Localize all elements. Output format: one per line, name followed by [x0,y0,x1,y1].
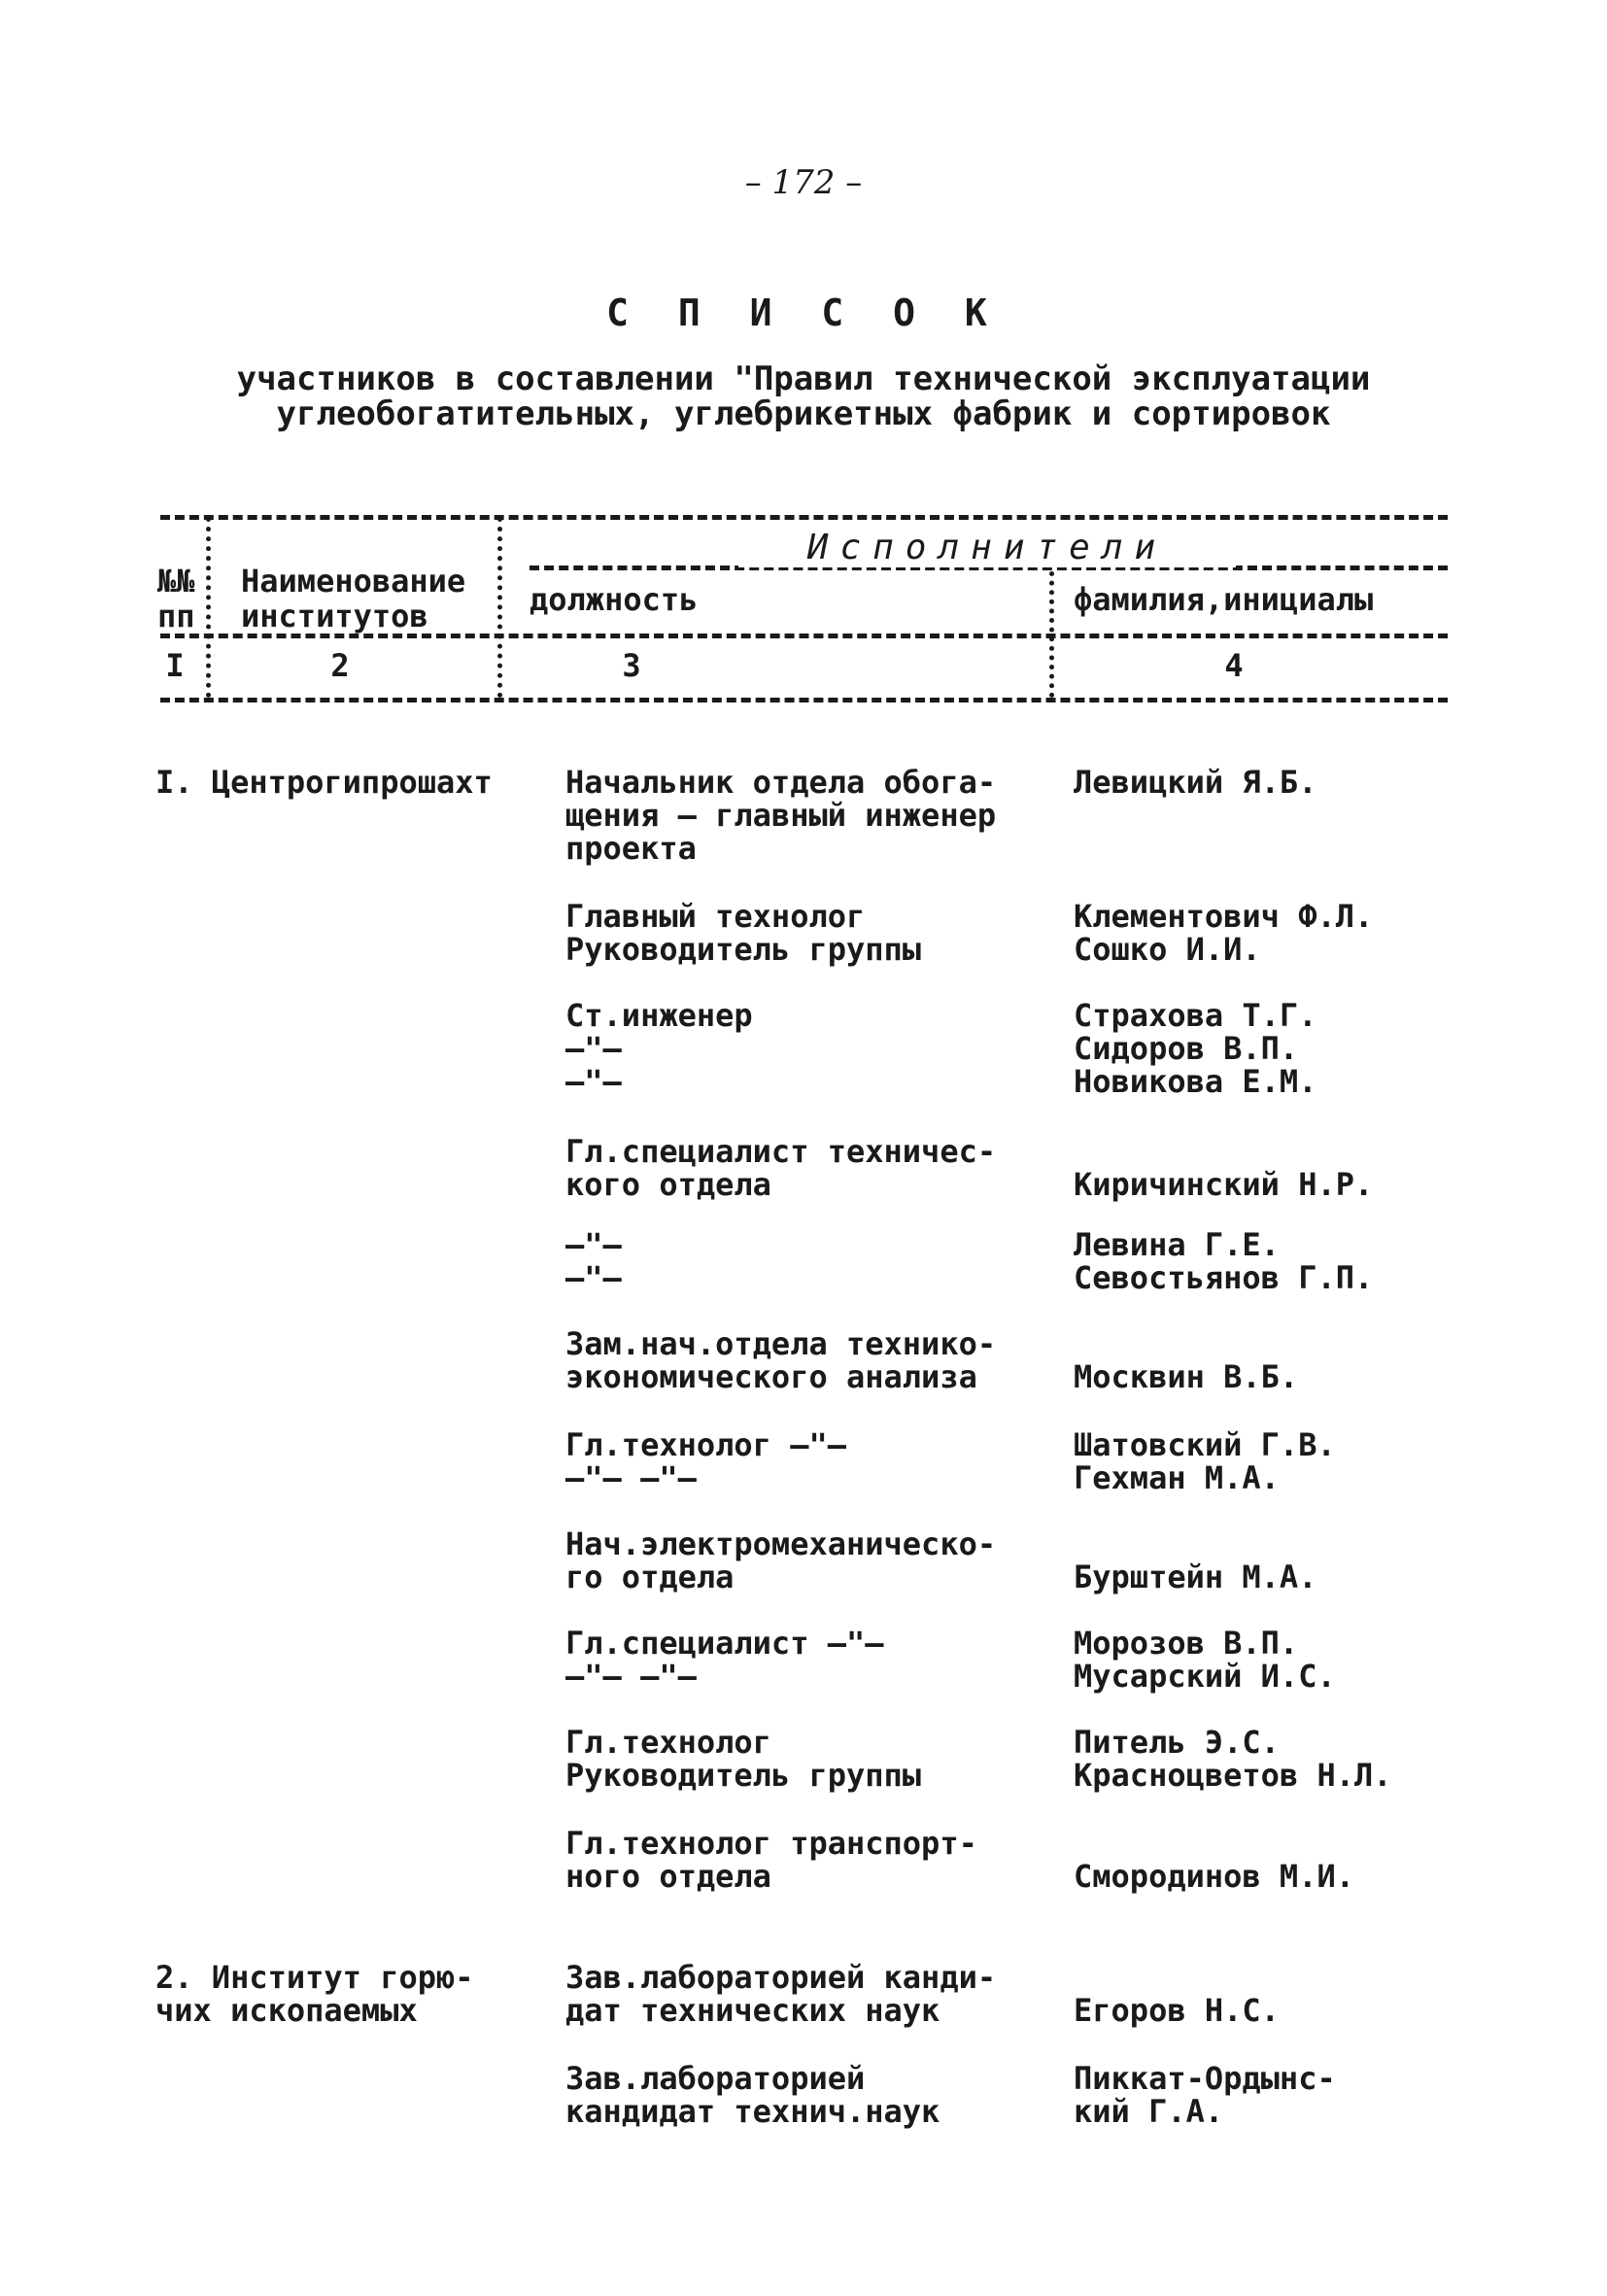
position: Нач.электромеханическо- го отдела [565,1525,997,1595]
position: Гл.технолог транспорт- ного отдела [565,1825,977,1895]
position: Зам.нач.отдела технико- экономического анализа [565,1325,997,1395]
position: Зав.лабораторией кандидат технич.наук [565,2060,940,2130]
institute-name: 2. Институт горю- чих ископаемых [155,1959,474,2029]
position: Гл.специалист техничес- кого отдела [565,1133,997,1203]
executor-name: Питель Э.С. Красноцветов Н.Л. [1074,1724,1392,1794]
column-separator [497,517,502,698]
header-executors: Исполнители [738,528,1236,567]
column-number: I [165,647,185,684]
position: Гл.технолог –"– –"– –"– [565,1426,846,1496]
column-separator [206,517,211,698]
table-bottom-rule [160,698,1448,703]
executor-name: Шатовский Г.В. Гехман М.А. [1074,1426,1336,1496]
executor-name: Левицкий Я.Б. [1074,764,1317,801]
position: Гл.технолог Руководитель группы [565,1724,922,1794]
column-number: 4 [1224,647,1244,684]
position: Ст.инженер –"– –"– [565,997,753,1100]
executor-name: Егоров Н.С. [1074,1992,1280,2029]
executor-name: Москвин В.Б. [1074,1358,1299,1395]
position: –"– –"– [565,1226,622,1296]
column-number: 2 [330,647,350,684]
position: Начальник отдела обога- щения – главный инженер проекта [565,764,997,867]
document-title: С П И С О К [606,291,1001,334]
position: Зав.лабораторией канди- дат технических наук [565,1959,997,2029]
document-subtitle: участников в составлении "Правил технической эксплуатации углеобогатительных, углебрикетных фабрик и сортировок [236,360,1371,433]
executor-name: Смородинов М.И. [1074,1858,1354,1895]
executor-name: Бурштейн М.А. [1074,1559,1317,1595]
header-fullname: фамилия,инициалы [1074,581,1374,618]
page-number: – 172 – [744,163,863,202]
executor-name: Клементович Ф.Л. Сошко И.И. [1074,898,1374,968]
executor-name: Киричинский Н.Р. [1074,1166,1374,1203]
institute-name: I. Центрогипрошахт [155,764,493,801]
executor-name: Пиккат-Ордынс- кий Г.А. [1074,2060,1336,2130]
executor-name: Страхова Т.Г. Сидоров В.П. Новикова Е.М. [1074,997,1317,1100]
header-institutes: Наименование институтов [241,563,466,634]
column-separator [1049,571,1054,698]
column-number: 3 [622,647,641,684]
executor-name: Морозов В.П. Мусарский И.С. [1074,1625,1336,1695]
header-number: №№ пп [157,563,195,634]
table-top-rule [160,515,1448,520]
position: Гл.специалист –"– –"– –"– [565,1625,884,1695]
executor-name: Левина Г.Е. Севостьянов Г.П. [1074,1226,1374,1296]
header-position: должность [530,581,699,618]
position: Главный технолог Руководитель группы [565,898,922,968]
